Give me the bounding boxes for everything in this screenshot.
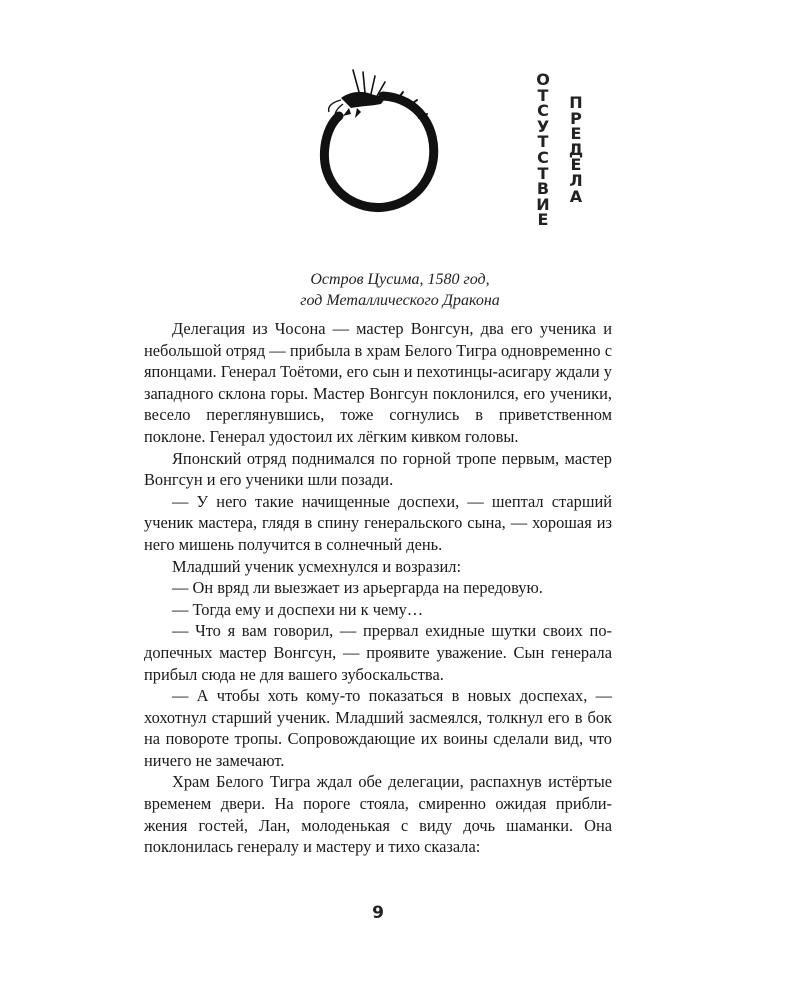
title-letter: П: [569, 93, 583, 112]
title-letter: И: [536, 194, 550, 214]
body-text: [144, 318, 612, 858]
paragraph: — Что я вам говорил, — прервал ехидные шутки своих подопечных мастер Вонгсун, — проявите уважение. Сын генерала прибыл сюда не для вашего зубоскальства.: [144, 621, 612, 684]
title-letter: Р: [570, 108, 582, 128]
title-letter: Д: [568, 139, 584, 159]
dragon-ouroboros-icon: [313, 66, 441, 216]
title-letter: Е: [570, 124, 582, 144]
paragraph: Японский отряд поднимался по горной тропе первым, мастер Вонгсун и его ученики шли позади.: [144, 448, 612, 490]
title-letter: В: [536, 179, 550, 199]
page-number: 9: [372, 903, 384, 923]
title-letter: У: [536, 116, 550, 136]
epigraph-line: Остров Цусима, 1580 год,: [310, 271, 490, 288]
epigraph-line: год Металлического Дракона: [300, 292, 500, 309]
title-letter: Т: [537, 163, 549, 183]
title-letter: Т: [537, 132, 549, 152]
paragraph: Младший ученик усмехнулся и возразил:: [172, 556, 461, 576]
title-letter: Т: [537, 85, 549, 105]
title-letter: Е: [570, 155, 582, 175]
title-letter: А: [569, 186, 583, 206]
paragraph: — У него такие начищенные доспехи, — шептал старший ученик мастера, глядя в спину генеральского сына, — хорошая из него мишень получится в солнечный день.: [144, 491, 612, 554]
paragraph: Делегация из Чосона — мастер Вонгсун, два его ученика и небольшой отряд — прибыла в храм Белого Тигра одновременно с японцами. Генерал Тоётоми, его сын и пехотинцы-асигару ждали у западного склона горы. Мастер Вонгсун поклонился, его ученики, весело переглянувшись, тоже согнулись в приветственном поклоне. Генерал удостоил их лёгким кивком головы.: [144, 319, 612, 446]
title-letter: О: [536, 70, 550, 89]
title-letter: Л: [569, 170, 583, 190]
paragraph: — Тогда ему и доспехи ни к чему…: [172, 599, 424, 619]
title-letter: С: [537, 147, 549, 167]
vertical-title-word-1: [534, 72, 552, 228]
title-letter: Е: [537, 210, 549, 230]
paragraph: — Он вряд ли выезжает из арьергарда на передовую.: [172, 578, 543, 598]
paragraph: Храм Белого Тигра ждал обе делегации, распахнув истёртые временем двери. На пороге стояла, смиренно ожидая приближения гостей, Лан, молоденькая с виду дочь шаманки. Она поклонилась генералу и мастеру и тихо сказала:: [144, 772, 612, 857]
paragraph: — А чтобы хоть кому-то показаться в новых доспехах, — хохотнул старший ученик. Младший засмеялся, толкнул его в бок на повороте тропы. Сопровождающие их воины сделали вид, что ничего не замечают.: [144, 686, 612, 770]
vertical-title-word-2: [567, 95, 585, 204]
title-letter: С: [537, 101, 549, 121]
epigraph: [200, 269, 600, 311]
